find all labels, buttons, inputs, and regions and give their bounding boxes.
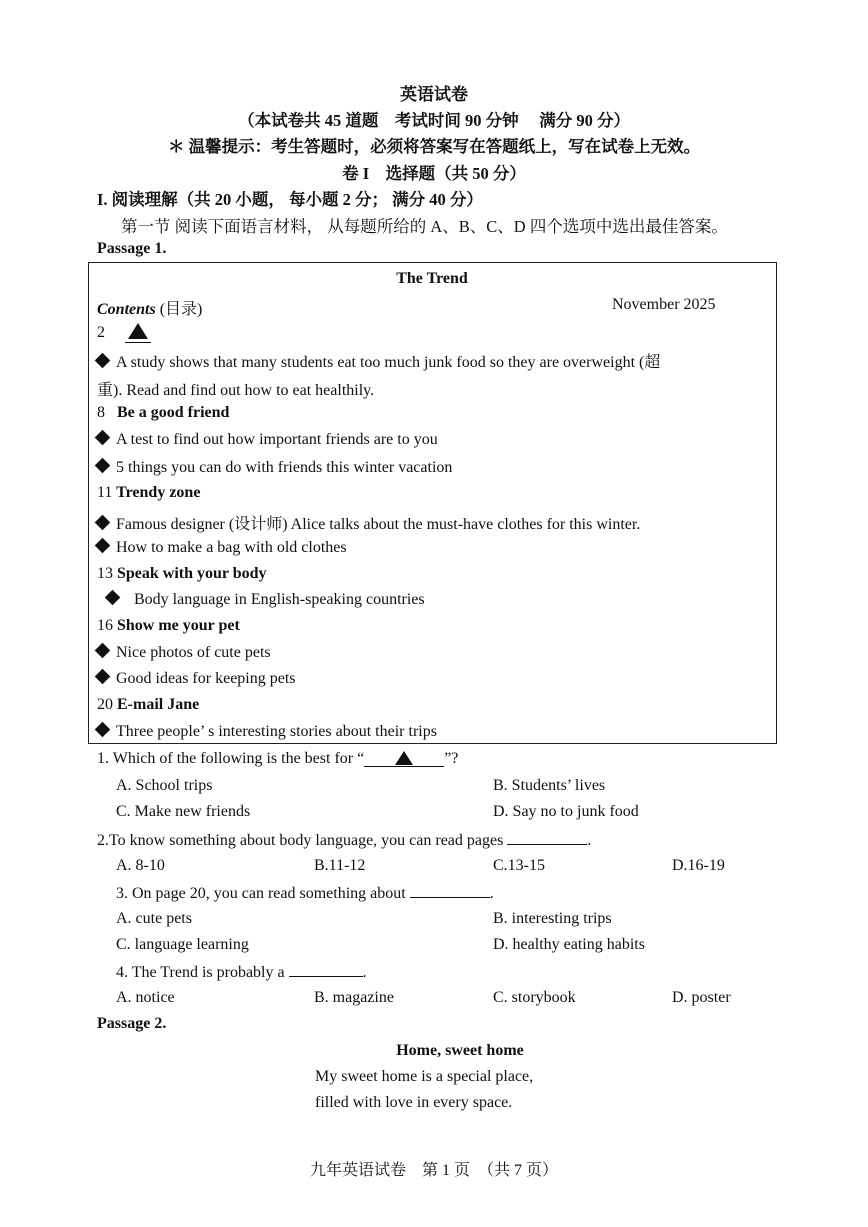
entry-heading: 20 E-mail Jane (97, 696, 200, 713)
entry-item: 5 things you can do with friends this winter vacation (97, 459, 452, 477)
exam-tip: ＊ 温馨提示：考生答题时，必须将答案写在答题纸上，写在试卷上无效。 (167, 137, 701, 156)
entry-item: Famous designer (设计师) Alice talks about the must-have clothes for this winter. (97, 511, 640, 534)
poem-line: My sweet home is a special place, (315, 1068, 534, 1085)
contents-box (88, 262, 777, 744)
diamond-bullet-icon (95, 353, 111, 369)
diamond-bullet-icon (105, 590, 121, 606)
entry-item: A test to find out how important friends are to you (97, 431, 438, 449)
exam-subtitle: （本试卷共 45 道题 考试时间 90 分钟 满分 90 分） (238, 111, 630, 130)
option: C. Make new friends (116, 803, 251, 820)
entry-heading: 13 Speak with your body (97, 565, 267, 582)
option: A. School trips (116, 777, 213, 794)
contents-cn: (目录) (155, 301, 203, 318)
entry-item: Body language in English-speaking countries (107, 591, 425, 609)
missing-title-blank (125, 323, 151, 343)
poem-line: filled with love in every space. (315, 1094, 513, 1111)
diamond-bullet-icon (95, 515, 111, 531)
option: A. cute pets (116, 910, 192, 927)
diamond-bullet-icon (95, 458, 111, 474)
answer-blank (289, 962, 363, 977)
passage-2-label: Passage 2. (97, 1015, 167, 1032)
triangle-icon (128, 323, 148, 339)
contents-heading (97, 296, 202, 319)
option: B. interesting trips (493, 910, 612, 927)
option: D.16-19 (672, 857, 725, 874)
question-3: 3. On page 20, you can read something about . (116, 885, 494, 902)
part-instruction: 第一节 阅读下面语言材料， 从每题所给的 A、B、C、D 四个选项中选出最佳答案。 (121, 217, 728, 236)
option: C.13-15 (493, 857, 545, 874)
question-1: 1. Which of the following is the best for “ ”? (97, 750, 459, 767)
option: B. magazine (314, 989, 394, 1006)
diamond-bullet-icon (95, 643, 111, 659)
diamond-bullet-icon (95, 669, 111, 685)
entry-item: Three people’ s interesting stories about their trips (97, 723, 437, 741)
question-2: 2.To know something about body language, you can read pages . (97, 832, 592, 849)
entry-heading: 8 Be a good friend (97, 404, 230, 421)
diamond-bullet-icon (95, 430, 111, 446)
diamond-bullet-icon (95, 538, 111, 554)
option: D. healthy eating habits (493, 936, 645, 953)
answer-blank (364, 750, 444, 767)
option: C. storybook (493, 989, 576, 1006)
answer-blank (507, 830, 587, 845)
exam-title: 英语试卷 (400, 85, 468, 104)
box-title: The Trend (396, 270, 468, 287)
entry-page: 2 (97, 324, 105, 341)
contents-label: Contents (97, 301, 156, 318)
entry-heading: 16 Show me your pet (97, 617, 240, 634)
page-footer: 九年英语试卷 第 1 页 （共 7 页） (309, 1162, 558, 1179)
issue-date: November 2025 (612, 296, 716, 313)
entry-item: How to make a bag with old clothes (97, 539, 347, 557)
entry-item: Nice photos of cute pets (97, 644, 271, 662)
entry-item: 重). Read and find out how to eat healthily. (97, 382, 375, 399)
option: D. poster (672, 989, 731, 1006)
option: B. Students’ lives (493, 777, 606, 794)
answer-blank (410, 883, 490, 898)
section-title: 卷 I 选择题（共 50 分） (342, 164, 526, 183)
question-4: 4. The Trend is probably a . (116, 964, 367, 981)
entry-item: Good ideas for keeping pets (97, 670, 296, 688)
diamond-bullet-icon (95, 722, 111, 738)
option: A. notice (116, 989, 175, 1006)
option: D. Say no to junk food (493, 803, 639, 820)
entry-item: A study shows that many students eat too much junk food so they are overweight (超 (97, 349, 660, 372)
option: C. language learning (116, 936, 249, 953)
triangle-icon (395, 751, 413, 765)
entry-heading: 11 Trendy zone (97, 484, 201, 501)
option: B.11-12 (314, 857, 366, 874)
poem-title: Home, sweet home (396, 1042, 524, 1059)
part-heading: I. 阅读理解（共 20 小题， 每小题 2 分； 满分 40 分） (97, 190, 483, 209)
passage-1-label: Passage 1. (97, 240, 167, 257)
option: A. 8-10 (116, 857, 165, 874)
